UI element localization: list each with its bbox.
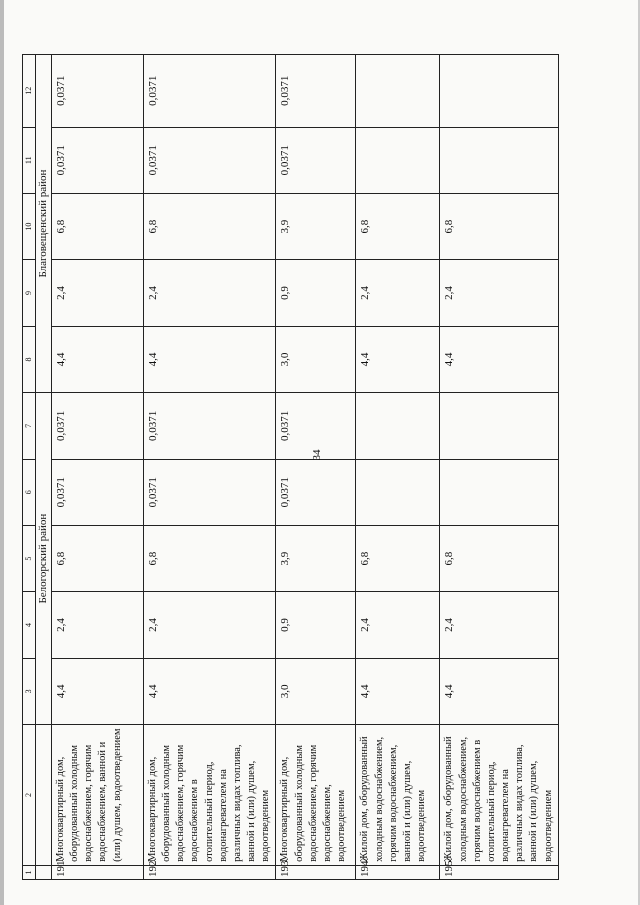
cell-value: 3,9	[276, 193, 356, 259]
cell-value: 6,8	[51, 193, 143, 259]
cell-value: 4,4	[440, 326, 558, 392]
scan-edge	[0, 0, 4, 905]
header-num: 10	[23, 193, 36, 259]
cell-value: 0,0371	[51, 55, 143, 128]
cell-value: 2,4	[440, 592, 558, 658]
cell-value: 2,4	[356, 260, 440, 326]
cell-value: 0,9	[276, 592, 356, 658]
region-row	[36, 55, 52, 880]
cell-value: 4,4	[51, 658, 143, 724]
cell-value: 0,0371	[276, 459, 356, 525]
cell-value: 4,4	[356, 326, 440, 392]
cell-value: 6,8	[440, 193, 558, 259]
cell-value: 3,9	[276, 525, 356, 591]
cell-value: 6,8	[143, 193, 276, 259]
header-num: 12	[23, 55, 36, 128]
cell-value	[440, 55, 558, 128]
cell-value: 2,4	[51, 592, 143, 658]
cell-value: 0,0371	[276, 393, 356, 459]
cell-description: Многоквартирный дом, оборудованный холодным водоснабжением, горячим водоснабжением, ванной и (или) душем, водоотведением	[51, 725, 143, 866]
cell-value: 4,4	[51, 326, 143, 392]
cell-value	[356, 393, 440, 459]
cell-value	[356, 127, 440, 193]
cell-index: 193.	[276, 865, 356, 879]
cell-value: 3,0	[276, 658, 356, 724]
cell-index: 194.	[356, 865, 440, 879]
cell-value: 4,4	[356, 658, 440, 724]
cell-value: 0,0371	[143, 55, 276, 128]
cell-description: Жилой дом, оборудованный холодным водоснабжением, горячим водоснабжением в отопительный период, водонагревателем на различных видах топлива, ванной и (или) душем, водоотведением	[440, 725, 558, 866]
cell-value: 6,8	[51, 525, 143, 591]
cell-value: 2,4	[143, 592, 276, 658]
cell-value: 6,8	[356, 525, 440, 591]
cell-value: 2,4	[51, 260, 143, 326]
header-num: 2	[23, 725, 36, 866]
cell-value: 0,0371	[276, 127, 356, 193]
cell-value: 4,4	[143, 326, 276, 392]
cell-description: Жилой дом, оборудованный холодным водоснабжением, горячим водоснабжением, ванной и (или) душем, водоотведением	[356, 725, 440, 866]
header-num: 7	[23, 393, 36, 459]
cell-description: Многоквартирный дом, оборудованный холодным водоснабжением, горячим водоснабжением в отопительный период, водонагревателем на различных видах топлива, ванной и (или) душем, водоотведением	[143, 725, 276, 866]
region-right: Благовещенский район	[36, 55, 52, 393]
cell-value: 3,0	[276, 326, 356, 392]
cell-value: 0,0371	[51, 127, 143, 193]
cell-value: 4,4	[440, 658, 558, 724]
cell-value: 6,8	[356, 193, 440, 259]
rotated-table-container	[22, 54, 617, 880]
header-num: 6	[23, 459, 36, 525]
table-row	[143, 55, 276, 880]
region-left: Белогорский район	[36, 393, 52, 725]
cell-value	[440, 459, 558, 525]
header-num: 9	[23, 260, 36, 326]
cell-value: 0,0371	[143, 127, 276, 193]
header-num: 1	[23, 865, 36, 879]
cell-value: 0,9	[276, 260, 356, 326]
cell-value: 4,4	[143, 658, 276, 724]
cell-value: 0,0371	[51, 459, 143, 525]
cell-value	[356, 55, 440, 128]
cell-value: 6,8	[440, 525, 558, 591]
cell-value: 0,0371	[143, 459, 276, 525]
cell-description: Многоквартирный дом, оборудованный холодным водоснабжением, горячим водоснабжением, водоотведением	[276, 725, 356, 866]
header-num: 11	[23, 127, 36, 193]
table-row	[356, 55, 440, 880]
cell-index: 192.	[143, 865, 276, 879]
table-row	[51, 55, 143, 880]
cell-index: 191.	[51, 865, 143, 879]
cell-value	[440, 393, 558, 459]
cell-value: 2,4	[143, 260, 276, 326]
cell-value: 0,0371	[143, 393, 276, 459]
cell-index: 195.	[440, 865, 558, 879]
cell-value: 0,0371	[51, 393, 143, 459]
page-number: 34	[311, 449, 323, 461]
norms-table	[22, 54, 559, 880]
header-num: 4	[23, 592, 36, 658]
header-number-row	[23, 55, 36, 880]
table-row	[276, 55, 356, 880]
header-num: 8	[23, 326, 36, 392]
header-num: 5	[23, 525, 36, 591]
cell-value	[440, 127, 558, 193]
header-num: 3	[23, 658, 36, 724]
table-row	[440, 55, 558, 880]
cell-value: 6,8	[143, 525, 276, 591]
cell-value	[356, 459, 440, 525]
cell-value: 2,4	[440, 260, 558, 326]
cell-value: 0,0371	[276, 55, 356, 128]
cell-value: 2,4	[356, 592, 440, 658]
